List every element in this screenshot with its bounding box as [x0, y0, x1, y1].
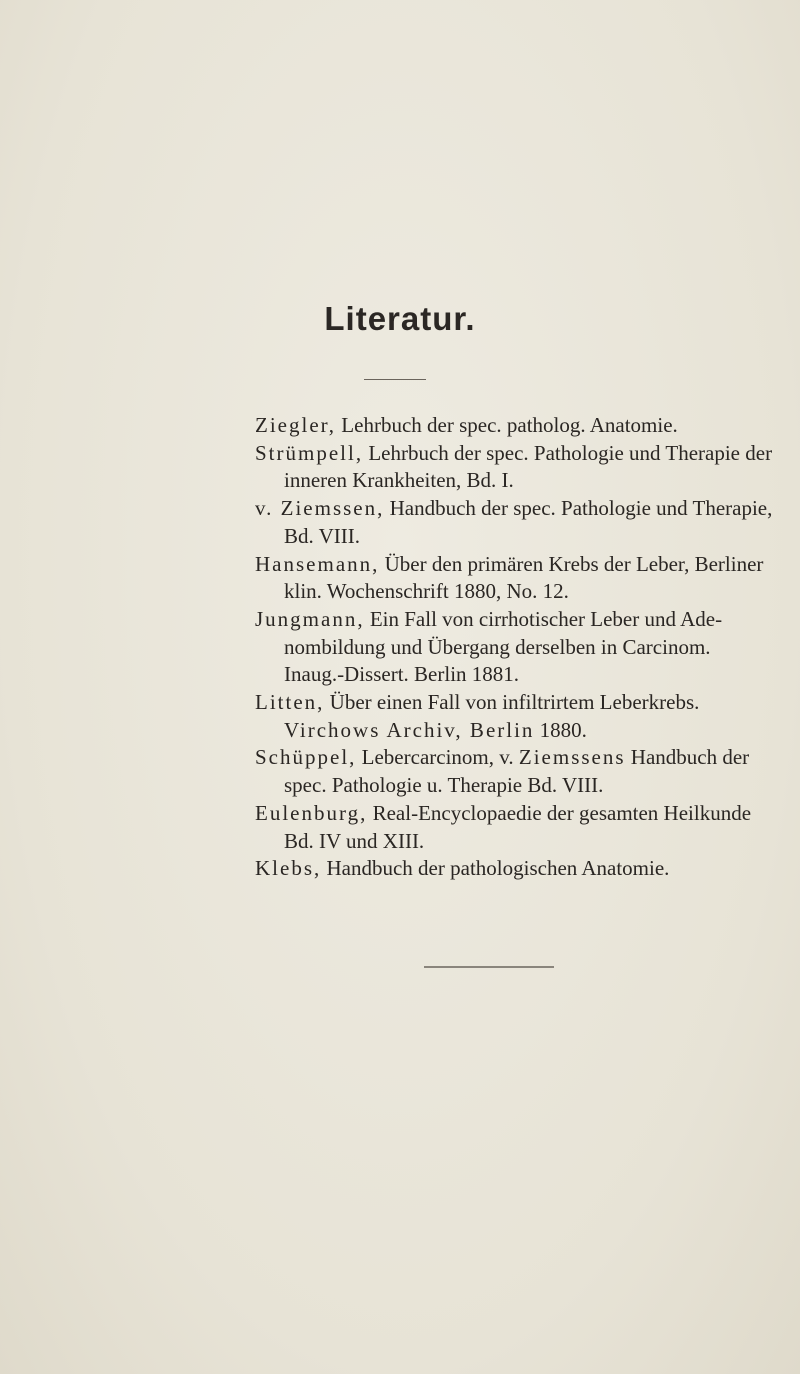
- page-title: Literatur.: [324, 300, 476, 337]
- entry-author: Klebs,: [255, 856, 322, 881]
- end-divider: [424, 966, 554, 968]
- entry-tail: 1880.: [534, 717, 587, 742]
- entry-emphasis: Ziemssens: [518, 745, 626, 770]
- bibliography-entry: [255, 744, 775, 799]
- bibliography-entry: [255, 495, 775, 550]
- entry-text: Lebercarcinom, v.: [356, 745, 519, 770]
- bibliography-entry: [255, 412, 775, 440]
- entry-text: Über den primären Krebs der Leber, Berliner klin. Wochenschrift 1880, No. 12.: [284, 551, 764, 604]
- entry-author: v. Ziemssen,: [255, 496, 385, 521]
- entry-author: Litten,: [255, 690, 325, 715]
- entry-text: Lehrbuch der spec. patholog. Anatomie.: [336, 413, 678, 437]
- bibliography-entry: [255, 551, 775, 606]
- bibliography-entry: [255, 689, 775, 744]
- entry-text: Über einen Fall von infiltrirtem Leberkrebs.: [324, 690, 700, 715]
- entry-tail: Handbuch der spec. Pathologie u. Therapie Bd. VIII.: [284, 745, 750, 798]
- title-divider: [364, 379, 426, 380]
- entry-author: Strümpell,: [255, 440, 364, 465]
- entry-emphasis: Virchows Archiv, Berlin: [284, 717, 535, 742]
- bibliography-list: [255, 412, 775, 883]
- entry-text: Handbuch der pathologischen Anatomie.: [321, 856, 670, 881]
- entry-text: Real-Encyclopaedie der gesamten Heilkunde Bd. IV und XIII.: [284, 800, 752, 853]
- entry-author: Jungmann,: [255, 606, 365, 631]
- bibliography-entry: [255, 855, 775, 883]
- entry-author: Hansemann,: [255, 551, 380, 576]
- entry-text: Ein Fall von cirrhotischer Leber und Adenombildung und Übergang derselben in Carcinom. Inaug.-Dissert. Berlin 1881.: [284, 606, 723, 687]
- entry-text: Handbuch der spec. Pathologie und Therapie, Bd. VIII.: [284, 496, 773, 548]
- entry-text: Lehrbuch der spec. Pathologie und Therapie der inneren Krankheiten, Bd. I.: [284, 440, 773, 493]
- bibliography-entry: [255, 440, 775, 495]
- bibliography-entry: [255, 800, 775, 855]
- bibliography-entry: [255, 606, 775, 689]
- entry-author: Eulenburg,: [255, 800, 368, 825]
- entry-author: Ziegler,: [255, 413, 337, 437]
- entry-author: Schüppel,: [255, 745, 357, 770]
